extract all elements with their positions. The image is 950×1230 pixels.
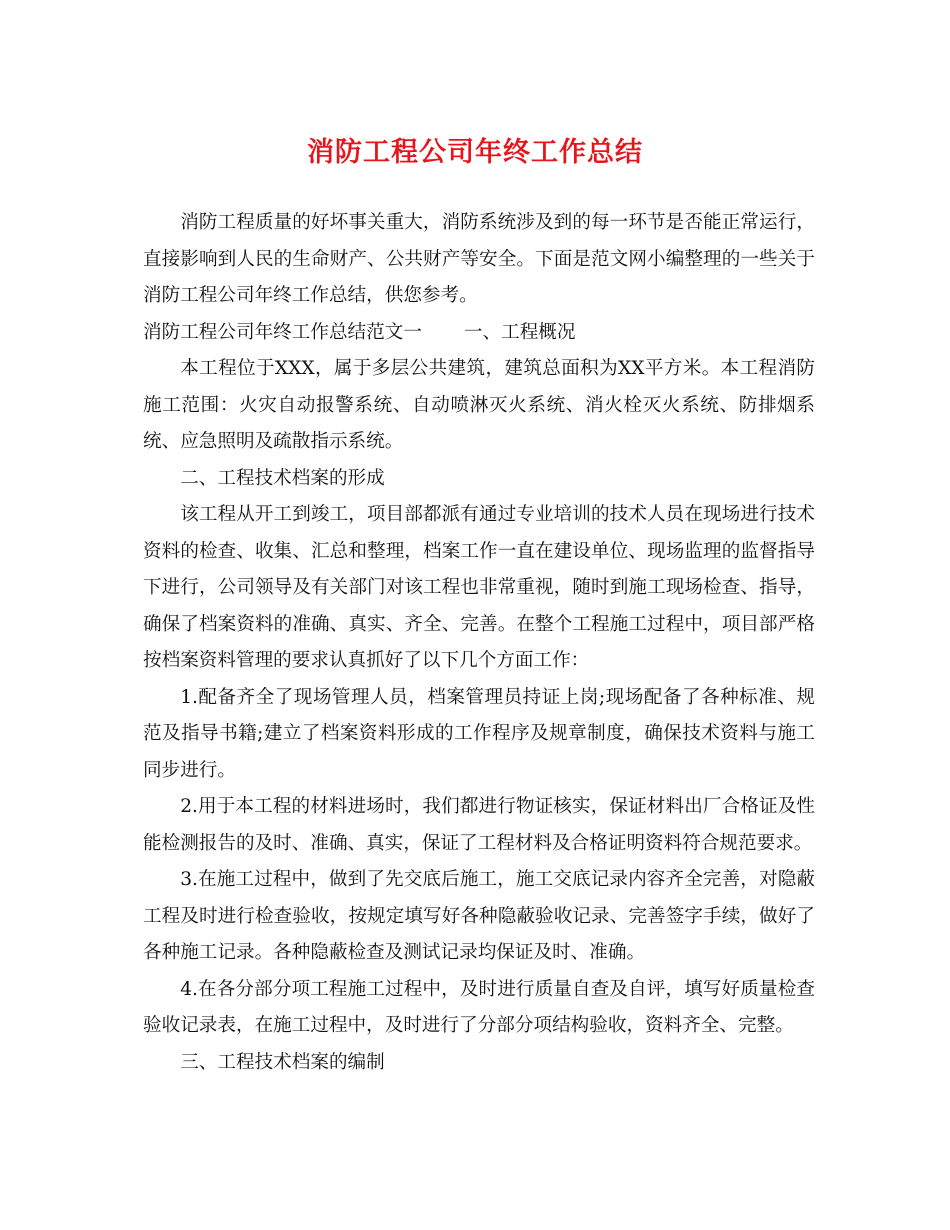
section2-heading: 二、工程技术档案的形成 bbox=[180, 467, 385, 489]
intro-paragraph: 消防工程质量的好坏事关重大，消防系统涉及到的每一环节是否能正常运行，直接影响到人民的生命财产、公共财产等安全。下面是范文网小编整理的一些关于消防工程公司年终工作总结，供您参考。 bbox=[143, 212, 815, 306]
document-body bbox=[143, 205, 815, 1081]
overview-paragraph: 本工程位于XXX，属于多层公共建筑，建筑总面积为XX平方米。本工程消防施工范围：火灾自动报警系统、自动喷淋灭火系统、消火栓灭火系统、防排烟系统、应急照明及疏散指示系统。 bbox=[143, 358, 815, 452]
list-item-2: 2.用于本工程的材料进场时，我们都进行物证核实，保证材料出厂合格证及性能检测报告的及时、准确、真实，保证了工程材料及合格证明资料符合规范要求。 bbox=[143, 796, 815, 854]
section1-heading: 一、工程概况 bbox=[463, 321, 576, 343]
section3-heading: 三、工程技术档案的编制 bbox=[180, 1051, 385, 1073]
list-item-3: 3.在施工过程中，做到了先交底后施工，施工交底记录内容齐全完善，对隐蔽工程及时进行检查验收，按规定填写好各种隐蔽验收记录、完善签字手续，做好了各种施工记录。各种隐蔽检查及测试记录均保证及时、准确。 bbox=[143, 869, 815, 963]
list-item-1: 1.配备齐全了现场管理人员，档案管理员持证上岗;现场配备了各种标准、规范及指导书籍;建立了档案资料形成的工作程序及规章制度，确保技术资料与施工同步进行。 bbox=[143, 686, 815, 781]
list-item-4: 4.在各分部分项工程施工过程中，及时进行质量自查及自评，填写好质量检查验收记录表，在施工过程中，及时进行了分部分项结构验收，资料齐全、完整。 bbox=[143, 978, 815, 1036]
document-title: 消防工程公司年终工作总结 bbox=[307, 137, 643, 168]
formation-paragraph: 该工程从开工到竣工，项目部都派有通过专业培训的技术人员在现场进行技术资料的检查、收集、汇总和整理，档案工作一直在建设单位、现场监理的监督指导下进行，公司领导及有关部门对该工程也非常重视，随时到施工现场检查、指导，确保了档案资料的准确、真实、齐全、完善。在整个工程施工过程中，项目部严格按档案资料管理的要求认真抓好了以下几个方面工作： bbox=[143, 504, 815, 671]
sample-heading: 消防工程公司年终工作总结范文一 bbox=[143, 321, 422, 343]
sample-heading-line bbox=[143, 315, 815, 352]
